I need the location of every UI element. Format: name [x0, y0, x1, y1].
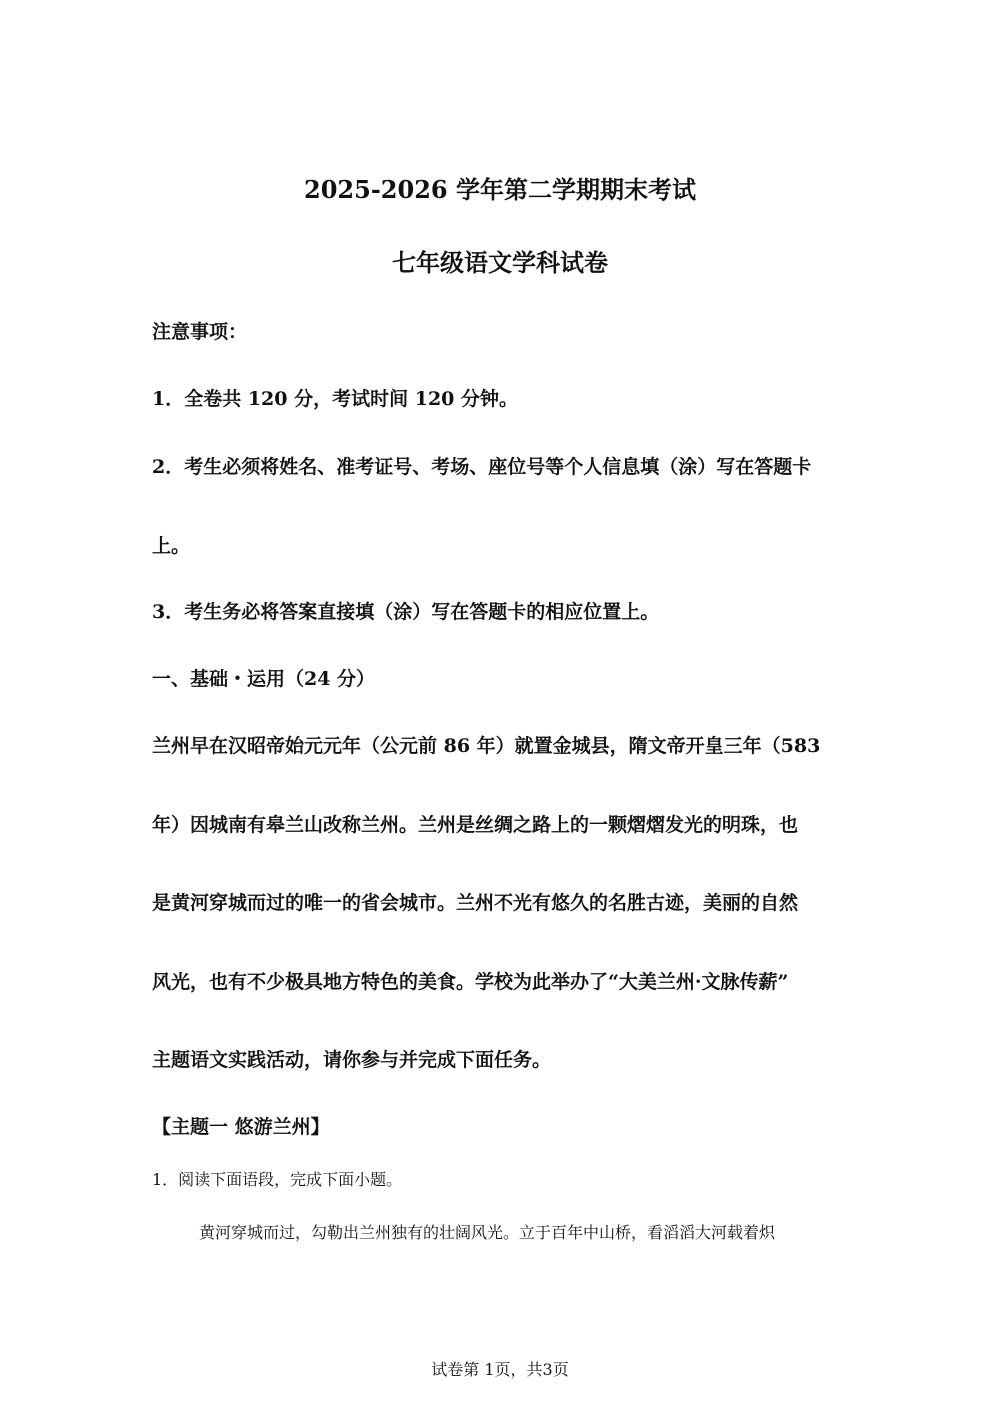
passage-line: 黄河穿城而过，勾勒出兰州独有的壮阔风光。立于百年中山桥，看滔滔大河载着炽 — [199, 1223, 776, 1242]
page-footer: 试卷第 1页，共3页 — [431, 1360, 569, 1379]
section-heading: 一、基础・运用（24 分） — [152, 668, 376, 690]
intro-line: 是黄河穿城而过的唯一的省会城市。兰州不光有悠久的名胜古迹，美丽的自然 — [152, 892, 799, 914]
question-1: 1．阅读下面语段，完成下面小题。 — [152, 1170, 403, 1189]
notice-item-3: 3．考生务必将答案直接填（涂）写在答题卡的相应位置上。 — [152, 601, 660, 623]
exam-title: 2025-2026 学年第二学期期末考试 — [304, 175, 696, 204]
intro-line: 兰州早在汉昭帝始元元年（公元前 86 年）就置金城县，隋文帝开皇三年（583 — [152, 735, 821, 757]
intro-line: 风光，也有不少极具地方特色的美食。学校为此举办了“大美兰州·文脉传薪” — [152, 971, 789, 993]
intro-line: 年）因城南有皋兰山改称兰州。兰州是丝绸之路上的一颗熠熠发光的明珠，也 — [152, 814, 799, 836]
intro-line: 主题语文实践活动，请你参与并完成下面任务。 — [152, 1049, 552, 1071]
notice-item-2-cont: 上。 — [152, 535, 191, 557]
theme-heading: 【主题一 悠游兰州】 — [152, 1116, 330, 1138]
exam-subtitle: 七年级语文学科试卷 — [392, 248, 608, 277]
notice-heading: 注意事项： — [152, 321, 248, 343]
notice-item-1: 1．全卷共 120 分，考试时间 120 分钟。 — [152, 388, 519, 410]
notice-item-2: 2．考生必须将姓名、准考证号、考场、座位号等个人信息填（涂）写在答题卡 — [152, 456, 812, 478]
